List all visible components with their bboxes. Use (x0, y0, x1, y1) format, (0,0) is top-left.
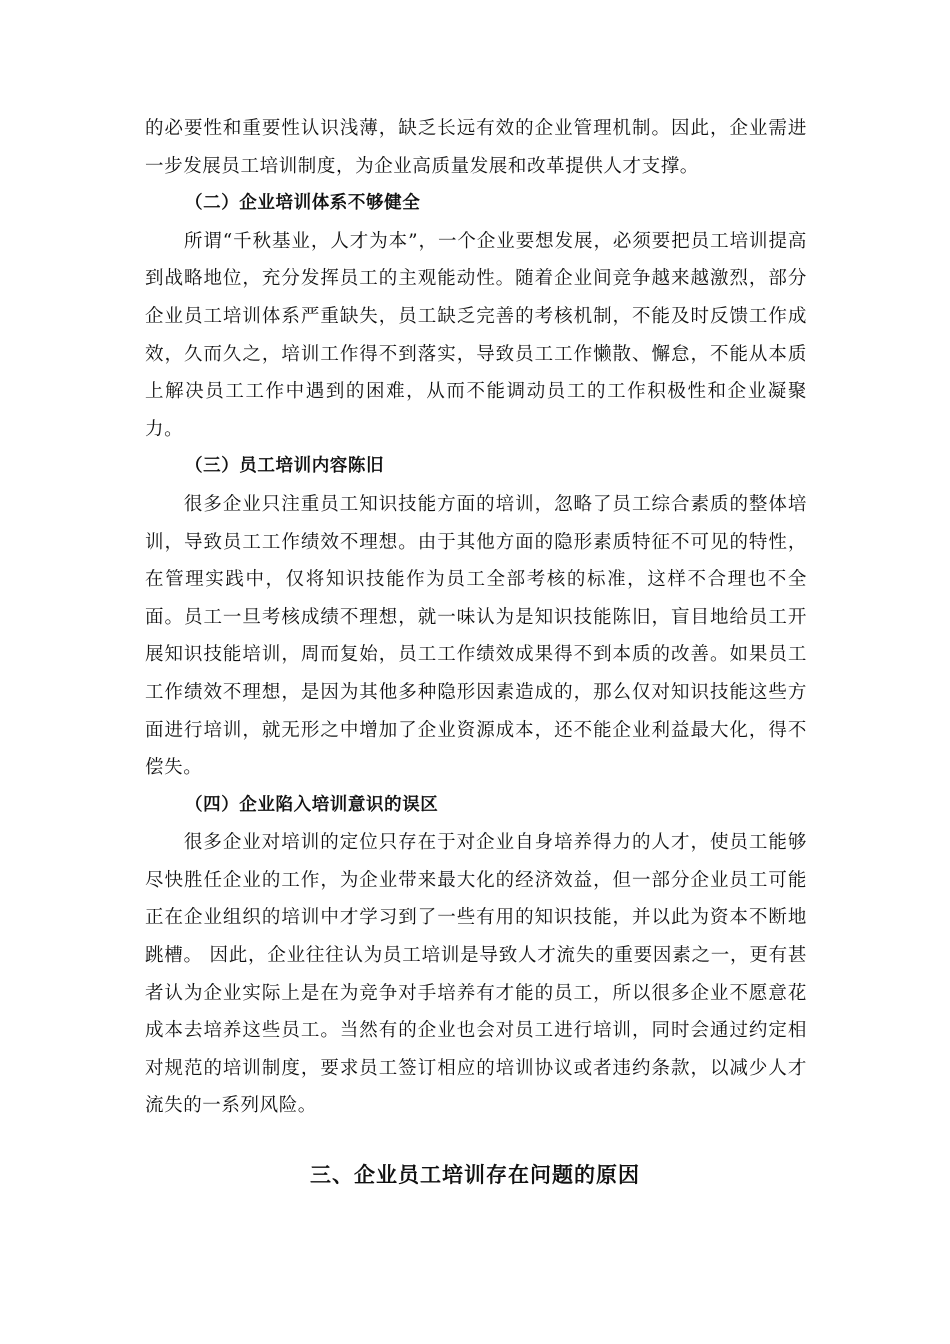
section-heading: （三）员工培训内容陈旧 (185, 456, 385, 477)
section-heading: （四）企业陷入培训意识的误区 (185, 794, 439, 815)
continuation-paragraph: 的必要性和重要性认识浅薄，缺乏长远有效的企业管理机制。因此，企业需进一步发展员工培训制度，为企业高质量发展和改革提供人才支撑。 (145, 118, 807, 177)
body-paragraph: 所谓“千秋基业，人才为本”，一个企业要想发展，必须要把员工培训提高到战略地位，充分发挥员工的主观能动性。随着企业间竞争越来越激烈，部分企业员工培训体系严重缺失，员工缺乏完善的考核机制，不能及时反馈工作成效，久而久之，培训工作得不到落实，导致员工工作懒散、懈怠，不能从本质上解决员工工作中遇到的困难，从而不能调动员工的工作积极性和企业凝聚力。 (145, 230, 807, 440)
chapter-title: 三、企业员工培训存在问题的原因 (310, 1163, 640, 1187)
section-heading: （二）企业培训体系不够健全 (185, 193, 421, 214)
section-2 (145, 185, 807, 448)
body-paragraph: 很多企业只注重员工知识技能方面的培训，忽略了员工综合素质的整体培训，导致员工工作绩效不理想。由于其他方面的隐形素质特征不可见的特性，在管理实践中，仅将知识技能作为员工全部考核的标准，这样不合理也不全面。员工一旦考核成绩不理想，就一味认为是知识技能陈旧，盲目地给员工开展知识技能培训，周而复始，员工工作绩效成果得不到本质的改善。如果员工工作绩效不理想，是因为其他多种隐形因素造成的，那么仅对知识技能这些方面进行培训，就无形之中增加了企业资源成本，还不能企业利益最大化，得不偿失。 (145, 493, 807, 779)
section-4 (145, 787, 807, 1125)
body-paragraph: 很多企业对培训的定位只存在于对企业自身培养得力的人才，使员工能够尽快胜任企业的工作，为企业带来最大化的经济效益，但一部分企业员工可能正在企业组织的培训中才学习到了一些有用的知识技能，并以此为资本不断地跳槽。 因此，企业往往认为员工培训是导致人才流失的重要因素之一，更有甚者认为企业实际上是在为竞争对手培养有才能的员工，所以很多企业不愿意花成本去培养这些员工。当然有的企业也会对员工进行培训，同时会通过约定相对规范的培训制度，要求员工签订相应的培训协议或者违约条款，以减少人才流失的一系列风险。 (145, 832, 807, 1117)
document-body (145, 110, 807, 1125)
section-3 (145, 448, 807, 786)
